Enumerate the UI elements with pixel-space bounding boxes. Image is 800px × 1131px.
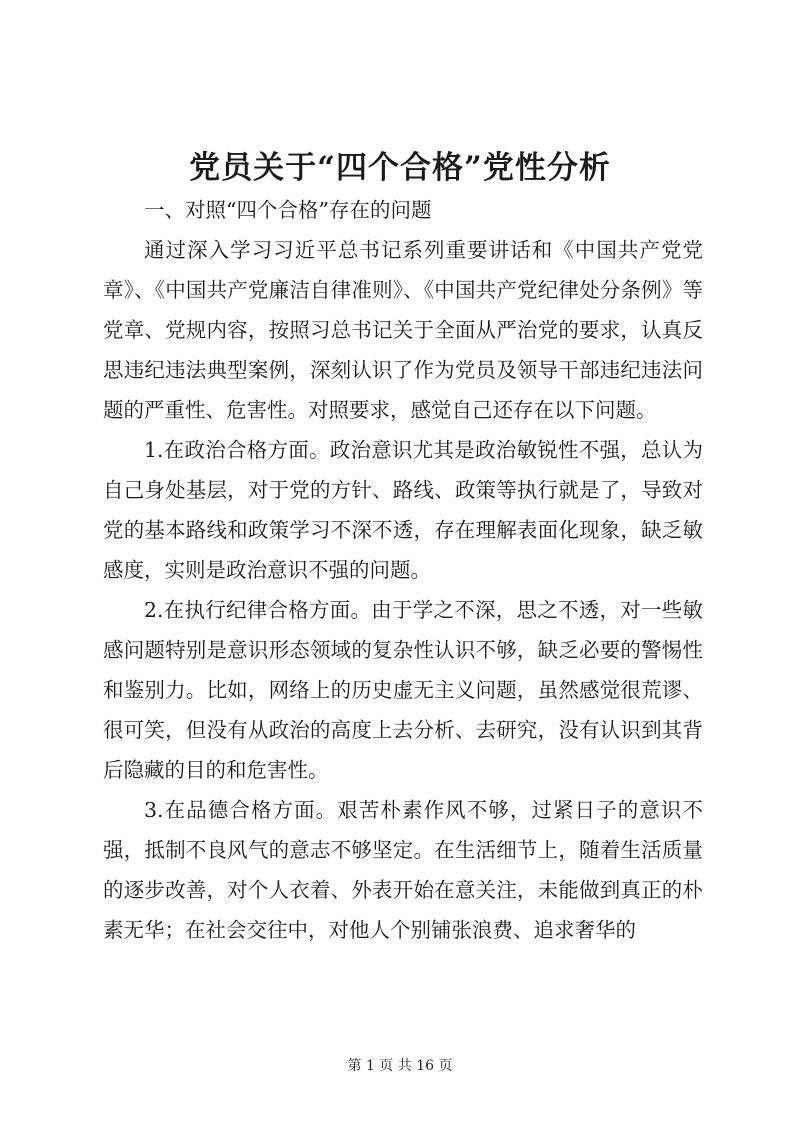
document-title: 党员关于“四个合格”党性分析: [189, 150, 611, 186]
paragraph-discipline: 2.在执行纪律合格方面。由于学之不深，思之不透，对一些敏感问题特别是意识形态领域的复杂性认识不够，缺乏必要的警惕性和鉴别力。比如，网络上的历史虚无主义问题，虽然感觉很荒谬、很可笑，但没有从政治的高度上去分析、去研究，没有认识到其背后隐藏的目的和危害性。: [103, 598, 703, 782]
section-heading: 一、对照“四个合格”存在的问题: [144, 198, 432, 222]
paragraph-intro: 通过深入学习习近平总书记系列重要讲话和《中国共产党党章》、《中国共产党廉洁自律准则》、《中国共产党纪律处分条例》等党章、党规内容，按照习总书记关于全面从严治党的要求，认真反思违纪违法典型案例，深刻认识了作为党员及领导干部违纪违法问题的严重性、危害性。对照要求，感觉自己还存在以下问题。: [103, 238, 703, 422]
paragraph-political: 1.在政治合格方面。政治意识尤其是政治敏锐性不强，总认为自己身处基层，对于党的方针、路线、政策等执行就是了，导致对党的基本路线和政策学习不深不透，存在理解表面化现象，缺乏敏感度，实则是政治意识不强的问题。: [103, 438, 703, 582]
paragraph-morality: 3.在品德合格方面。艰苦朴素作风不够，过紧日子的意识不强，抵制不良风气的意志不够坚定。在生活细节上，随着生活质量的逐步改善，对个人衣着、外表开始在意关注，未能做到真正的朴素无华；在社会交往中，对他人个别铺张浪费、追求奢华的: [103, 798, 703, 942]
page-number: 第 1 页 共 16 页: [347, 1058, 453, 1074]
document-body: [103, 190, 703, 950]
